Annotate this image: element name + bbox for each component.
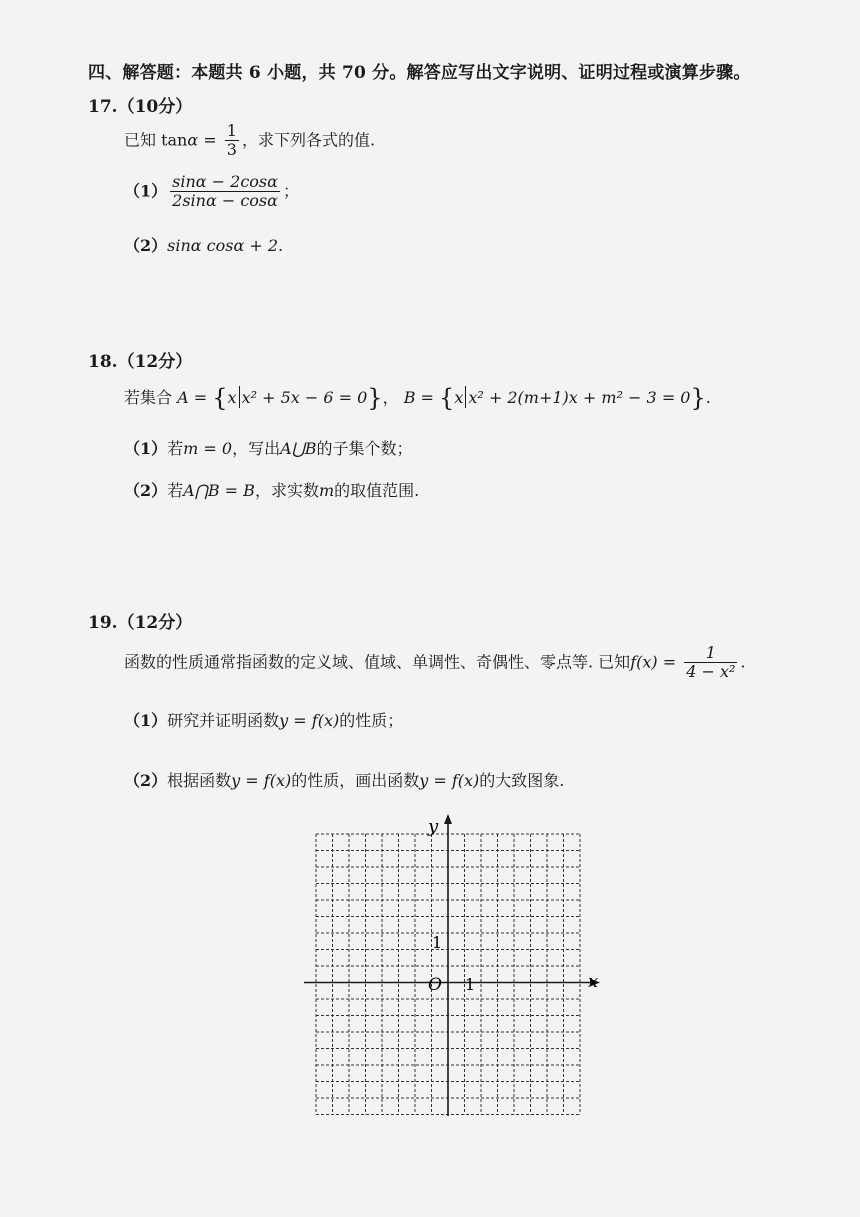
q17-eq: = xyxy=(198,130,222,150)
q19-p1-text-a: 研究并证明函数 xyxy=(167,711,280,730)
coordinate-grid xyxy=(300,812,610,1122)
q19-f-den: 4 − x² xyxy=(686,662,736,682)
q19-p2-label: （2） xyxy=(124,771,168,790)
q18-part2 xyxy=(124,478,419,501)
axes xyxy=(304,814,600,1116)
q18-p2-math: A⋂B = B xyxy=(183,481,255,500)
q18-p2-text-c: 的取值范围. xyxy=(334,481,420,500)
q18-p1-math2: A⋃B xyxy=(280,439,317,458)
q17-p1-end: ； xyxy=(282,181,299,201)
q17-part2 xyxy=(124,233,283,256)
q18-setB-var: x xyxy=(454,388,464,407)
q19-p2-text-b: 的性质，画出函数 xyxy=(291,771,420,790)
q19-number: 19.（12分） xyxy=(88,613,193,633)
q17-given-num: 1 xyxy=(226,121,237,140)
q18-setB-name: B xyxy=(403,388,416,407)
q18-p2-label: （2） xyxy=(124,481,168,500)
q17-p2-expr: sinα cosα + 2 xyxy=(167,236,279,255)
q18-p1-text-c: 的子集个数； xyxy=(316,439,413,458)
q17-given-fraction xyxy=(225,122,239,160)
q19-p2-math2: y = f(x) xyxy=(419,771,480,790)
q17-alpha: α xyxy=(187,130,199,150)
q17-given-prefix: 已知 tan xyxy=(124,130,188,150)
q17-p1-den: 2sinα − cosα xyxy=(172,191,278,211)
q19-f-num: 1 xyxy=(684,644,737,663)
x-axis-label: x xyxy=(588,971,599,992)
q19-intro-line xyxy=(124,644,746,682)
q18-p1-label: （1） xyxy=(124,439,168,458)
y-axis-label: y xyxy=(428,816,439,837)
q18-p1-text-a: 若 xyxy=(167,439,184,458)
q18-setA-cond: x² + 5x − 6 = 0 xyxy=(241,388,368,407)
q17-p2-end: . xyxy=(278,236,284,255)
y-axis-arrow xyxy=(444,814,452,824)
origin-label: O xyxy=(428,975,442,995)
q19-f-fraction xyxy=(684,644,737,682)
q18-setB-cond: x² + 2(m+1)x + m² − 3 = 0 xyxy=(468,388,691,407)
q19-p2-text-c: 的大致图象. xyxy=(479,771,565,790)
q18-p1-text-b: ，写出 xyxy=(232,439,281,458)
q19-f-lhs: f(x) = xyxy=(630,652,682,672)
q19-p2-math: y = f(x) xyxy=(231,771,292,790)
q18-setA-var: x xyxy=(227,388,237,407)
q18-part1 xyxy=(124,436,413,459)
y-unit-label: 1 xyxy=(432,933,443,952)
q19-part2 xyxy=(124,768,564,791)
q18-p2-text-a: 若 xyxy=(167,481,184,500)
q17-p1-fraction xyxy=(170,173,280,211)
q18-p2-text-b: ，求实数 xyxy=(254,481,319,500)
q18-p2-math2: m xyxy=(318,481,335,500)
q19-f-end: . xyxy=(740,652,746,672)
q18-end: . xyxy=(705,388,711,407)
q19-p1-math: y = f(x) xyxy=(279,711,340,730)
q19-p1-text-b: 的性质； xyxy=(339,711,404,730)
section-title: 四、解答题：本题共 6 小题，共 70 分。解答应写出文字说明、证明过程或演算步骤。 xyxy=(88,63,751,83)
q18-setA-name: A xyxy=(177,388,189,407)
q17-p1-label: （1） xyxy=(124,181,168,201)
q19-part1 xyxy=(124,708,403,731)
q18-sets: 若集合 A = {x x² + 5x − 6 = 0}， B = {x x² + 2(m+1)x + m² − 3 = 0}. xyxy=(124,384,711,412)
q17-part1 xyxy=(124,173,299,211)
q17-given-den: 3 xyxy=(226,140,237,160)
q18-sep: ， xyxy=(382,388,399,407)
q18-p1-math: m = 0 xyxy=(183,439,233,458)
q17-given xyxy=(124,122,375,160)
q19-p2-text-a: 根据函数 xyxy=(167,771,232,790)
q18-intro: 若集合 xyxy=(124,388,173,407)
q17-given-suffix: ，求下列各式的值. xyxy=(241,130,376,150)
q18-number: 18.（12分） xyxy=(88,352,193,372)
q17-p2-label: （2） xyxy=(124,236,168,255)
q17-p1-num: sinα − 2cosα xyxy=(172,172,278,191)
q19-p1-label: （1） xyxy=(124,711,168,730)
q17-number: 17.（10分） xyxy=(88,97,193,117)
q19-intro: 函数的性质通常指函数的定义域、值域、单调性、奇偶性、零点等. 已知 xyxy=(124,652,631,672)
x-unit-label: 1 xyxy=(465,975,476,994)
